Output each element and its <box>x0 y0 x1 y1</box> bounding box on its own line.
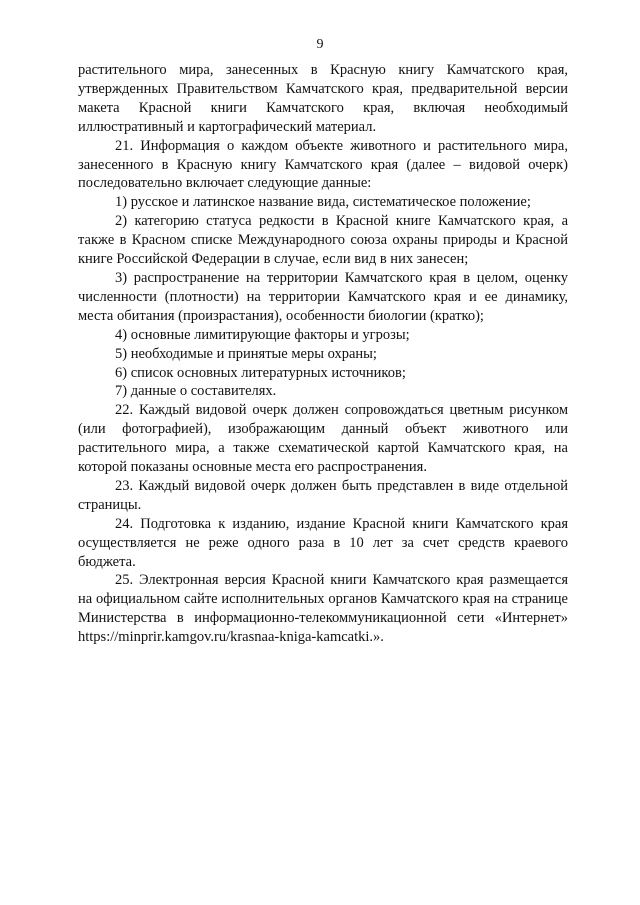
page-number: 9 <box>316 37 324 52</box>
list-item-6: 6) список основных литературных источников; <box>115 364 406 381</box>
list-item-5: 5) необходимые и принятые меры охраны; <box>115 345 377 362</box>
list-item-4: 4) основные лимитирующие факторы и угрозы; <box>115 326 410 343</box>
paragraph-continuation: растительного мира, занесенных в Красную книгу Камчатского края, утвержденных Правительством Камчатского края, предварительной версии макета Красной книги Камчатского края, включая необходимый иллюстративный и картографический материал. <box>78 62 568 135</box>
list-item-7: 7) данные о составителях. <box>115 383 277 400</box>
list-item-2: 2) категорию статуса редкости в Красной книге Камчатского края, а также в Красном списке Международного союза охраны природы и Красной книге Российской Федерации в случае, если вид в них занесен; <box>78 213 568 268</box>
document-body <box>78 61 568 647</box>
paragraph-25: 25. Электронная версия Красной книги Камчатского края размещается на официальном сайте исполнительных органов Камчатского края на странице Министерства в информационно-телекоммуникационной сети «Интернет» https://minprir.kamgov.ru/krasnaa-kniga-kamcatki.». <box>78 572 568 646</box>
paragraph-22: 22. Каждый видовой очерк должен сопровождаться цветным рисунком (или фотографией), изображающим данный объект животного или растительного мира, а также схематической картой Камчатского края, на которой показаны основные места его распространения. <box>78 402 568 476</box>
paragraph-23: 23. Каждый видовой очерк должен быть представлен в виде отдельной страницы. <box>78 477 568 513</box>
list-item-3: 3) распространение на территории Камчатского края в целом, оценку численности (плотности) на территории Камчатского края и ее динамику, места обитания (произрастания), особенности биологии (кратко); <box>78 269 568 324</box>
paragraph-24: 24. Подготовка к изданию, издание Красной книги Камчатского края осуществляется не реже одного раза в 10 лет за счет средств краевого бюджета. <box>78 515 568 570</box>
list-item-1: 1) русское и латинское название вида, систематическое положение; <box>115 194 531 211</box>
paragraph-21: 21. Информация о каждом объекте животного и растительного мира, занесенного в Красную книгу Камчатского края (далее – видовой очерк) последовательно включает следующие данные: <box>78 137 568 192</box>
